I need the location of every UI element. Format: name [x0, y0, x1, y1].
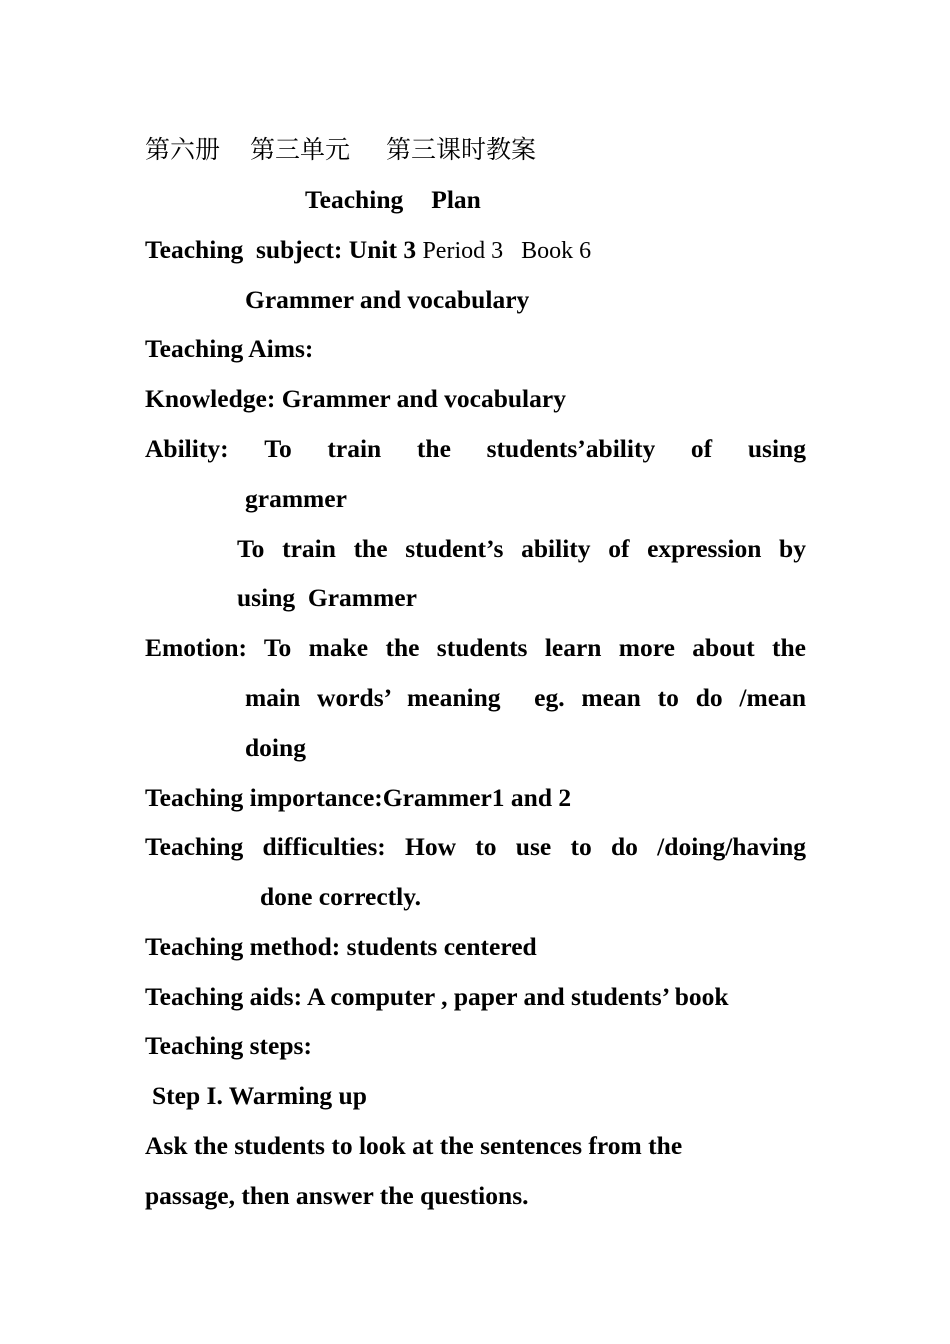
ability-word: train: [327, 434, 382, 463]
difficulties-line1: Teaching difficulties: How to use to do /doing/having: [145, 832, 806, 861]
aims-ability-line4: using Grammer: [237, 583, 417, 612]
ability-word: Ability:: [145, 434, 229, 463]
step-instruction-line2: passage, then answer the questions.: [145, 1181, 529, 1210]
teaching-subject-line: [145, 235, 806, 266]
title-word-teaching: Teaching: [305, 185, 404, 214]
aims-emotion-line1: Emotion: To make the students learn more about the: [145, 633, 806, 662]
aims-ability-line2: grammer: [245, 484, 347, 513]
teaching-method: Teaching method: students centered: [145, 932, 537, 961]
header-unit: 第三单元: [250, 135, 351, 164]
teaching-aids: Teaching aids: A computer , paper and students’ book: [145, 982, 729, 1011]
subject-detail: Period 3 Book 6: [422, 238, 592, 264]
aims-ability-line3: To train the student’s ability of expression by: [237, 534, 806, 563]
subject-label: Teaching subject: Unit 3: [145, 235, 417, 264]
document-title: [305, 185, 481, 215]
step-warming-up: Step I. Warming up: [152, 1081, 367, 1110]
header-lesson: 第三课时教案: [386, 135, 537, 164]
aims-heading: Teaching Aims:: [145, 334, 314, 363]
aims-ability-line1: [145, 434, 806, 464]
aims-knowledge: Knowledge: Grammer and vocabulary: [145, 384, 566, 413]
aims-emotion-line2: main words’ meaning eg. mean to do /mean: [245, 683, 806, 712]
header-book: 第六册: [145, 135, 221, 164]
subject-topic: Grammer and vocabulary: [245, 285, 530, 314]
ability-word: using: [747, 434, 806, 463]
ability-word: students’ability: [486, 434, 656, 463]
teaching-importance: Teaching importance:Grammer1 and 2: [145, 783, 572, 812]
steps-heading: Teaching steps:: [145, 1031, 312, 1060]
ability-word: the: [416, 434, 451, 463]
ability-word: To: [264, 434, 292, 463]
chinese-header: [145, 135, 806, 165]
step-instruction-line1: Ask the students to look at the sentences from the: [145, 1131, 683, 1160]
title-word-plan: Plan: [431, 185, 481, 214]
ability-word: of: [690, 434, 713, 463]
difficulties-line2: done correctly.: [260, 882, 421, 911]
aims-emotion-line3: doing: [245, 733, 306, 762]
